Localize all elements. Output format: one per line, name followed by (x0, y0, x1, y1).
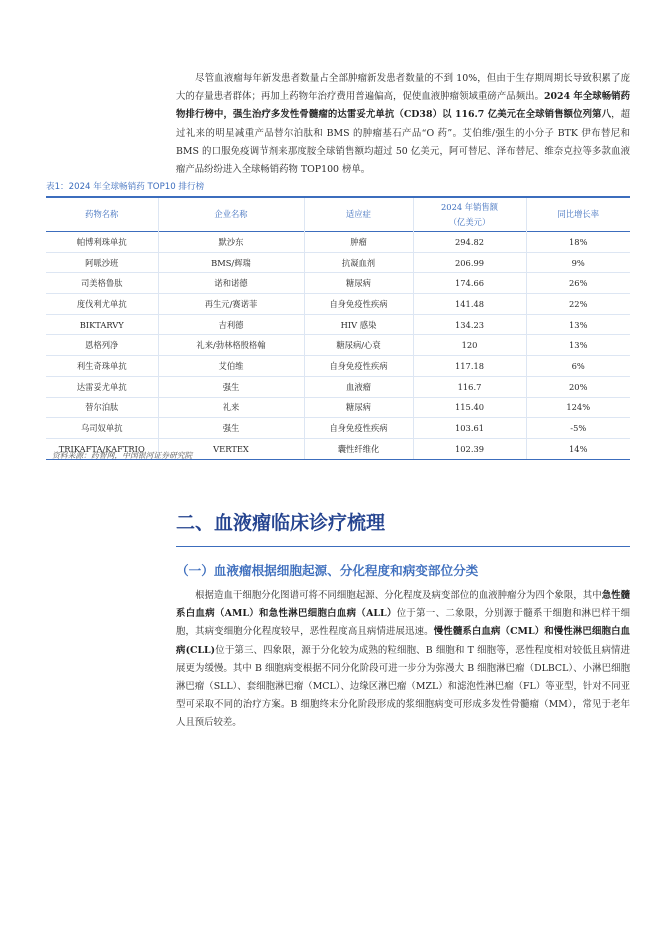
table-row (46, 232, 630, 253)
cell-growth: 13% (526, 314, 630, 335)
intro-highlight: 2024 年全球畅销药物排行榜中，强生治疗多发性骨髓瘤的达雷妥尤单抗（CD38）以 116.7 亿美元在全球销售额位列第八 (176, 91, 630, 121)
cell-sales: 206.99 (413, 252, 526, 273)
classification-paragraph (176, 587, 630, 733)
cell-company: 默沙东 (158, 232, 304, 253)
cell-company: BMS/辉瑞 (158, 252, 304, 273)
header-drug: 药物名称 (85, 209, 119, 219)
header-sales (413, 197, 526, 232)
cell-growth: 6% (526, 356, 630, 377)
table-row (46, 252, 630, 273)
cell-drug: 帕博利珠单抗 (46, 232, 158, 253)
cell-growth: 18% (526, 232, 630, 253)
intro-text-1: 尽管血液瘤每年新发患者数量占全部肿瘤新发患者数量的不到 10%，但由于生存期周期长导致积累了庞大的存量患者群体；再加上药物年治疗费用普遍偏高，促使血液肿瘤领域重磅产品频出。 (176, 73, 630, 103)
table-source: 资料来源：药智网，中国银河证券研究院 (52, 451, 193, 460)
cell-indication: 肿瘤 (304, 232, 413, 253)
cell-growth: 26% (526, 273, 630, 294)
table-row (46, 294, 630, 315)
cell-company: 强生 (158, 418, 304, 439)
header-indication: 适应症 (304, 197, 413, 232)
cell-drug: 替尔泊肽 (46, 397, 158, 418)
cell-growth: 13% (526, 335, 630, 356)
cell-drug: 司美格鲁肽 (46, 273, 158, 294)
intro-text-2: ，超过礼来的明星减重产品替尔泊肽和 BMS 的肿瘤基石产品“O 药”。艾伯维/强生的小分子 BTK 伊布替尼和 BMS 的口服免疫调节剂来那度胺全球销售额均超过 50 亿美元，阿可替尼、泽布替尼、维奈克拉等多款血液瘤产品纷纷进入全球畅销药物 TOP100 榜单。 (176, 109, 630, 176)
header-sales-line1: 2024 年销售额 (441, 201, 498, 212)
cell-indication: 糖尿病 (304, 273, 413, 294)
table-row (46, 376, 630, 397)
header-sales-line2: （亿美元） (448, 216, 491, 227)
table-row (46, 314, 630, 335)
cell-sales: 102.39 (413, 438, 526, 459)
cell-growth: 22% (526, 294, 630, 315)
cell-sales: 141.48 (413, 294, 526, 315)
cell-sales: 294.82 (413, 232, 526, 253)
table-row (46, 418, 630, 439)
cell-indication: 糖尿病 (304, 397, 413, 418)
body-text-3: 位于第三、四象限，源于分化较为成熟的粒细胞、B 细胞和 T 细胞等，恶性程度相对较低且病情进展更为缓慢。其中 B 细胞病变根据不同分化阶段可进一步分为弥漫大 B 细胞淋巴瘤（DLBCL）、小淋巴细胞淋巴瘤（SLL）、套细胞淋巴瘤（MCL）、边缘区淋巴瘤（MZL）和滤泡性淋巴瘤（FL）等亚型，针对不同亚型可采取不同的治疗方案。B 细胞终末分化阶段形成的浆细胞病变可形成多发性骨髓瘤（MM），常见于老年人且预后较差。 (176, 644, 630, 729)
cell-sales: 120 (413, 335, 526, 356)
cell-indication: 自身免疫性疾病 (304, 294, 413, 315)
table-row (46, 397, 630, 418)
cell-company: 吉利德 (158, 314, 304, 335)
cell-growth: -5% (526, 418, 630, 439)
top10-sales-table (46, 196, 630, 460)
cell-indication: 囊性纤维化 (304, 438, 413, 459)
intro-paragraph (176, 70, 630, 179)
cell-indication: HIV 感染 (304, 314, 413, 335)
cell-company: 强生 (158, 376, 304, 397)
cell-company: 礼来 (158, 397, 304, 418)
cell-growth: 20% (526, 376, 630, 397)
cell-drug: TRIKAFTA/KAFTRIO (46, 438, 158, 459)
cell-sales: 103.61 (413, 418, 526, 439)
body-text-2: 位于第一、二象限，分别源于髓系干细胞和淋巴样干细胞，其病变细胞分化程度较早，恶性程度高且病情进展迅速。 (176, 608, 630, 638)
body-text-1: 根据造血干细胞分化图谱可将不同细胞起源、分化程度及病变部位的血液肿瘤分为四个象限，其中 (195, 590, 602, 601)
cell-indication: 抗凝血剂 (304, 252, 413, 273)
cell-company: VERTEX (158, 438, 304, 459)
cell-growth: 9% (526, 252, 630, 273)
cell-company: 诺和诺德 (158, 273, 304, 294)
cell-drug: 阿哌沙班 (46, 252, 158, 273)
section-title: 二、血液瘤临床诊疗梳理 (176, 512, 386, 534)
cell-indication: 自身免疫性疾病 (304, 418, 413, 439)
body-highlight-acute: 急性髓系白血病（AML）和急性淋巴细胞白血病（ALL） (176, 590, 630, 620)
section-divider (176, 546, 630, 547)
cell-drug: 乌司奴单抗 (46, 418, 158, 439)
cell-company: 艾伯维 (158, 356, 304, 377)
cell-sales: 115.40 (413, 397, 526, 418)
table-row (46, 335, 630, 356)
header-company: 企业名称 (158, 197, 304, 232)
cell-indication: 自身免疫性疾病 (304, 356, 413, 377)
table-row (46, 356, 630, 377)
cell-sales: 174.66 (413, 273, 526, 294)
cell-drug: 达雷妥尤单抗 (46, 376, 158, 397)
cell-drug: 利生奇珠单抗 (46, 356, 158, 377)
cell-sales: 117.18 (413, 356, 526, 377)
cell-company: 礼来/勃林格殷格翰 (158, 335, 304, 356)
table-header-row (46, 197, 630, 232)
table-row (46, 273, 630, 294)
cell-company: 再生元/赛诺菲 (158, 294, 304, 315)
cell-sales: 134.23 (413, 314, 526, 335)
body-highlight-chronic: 慢性髓系白血病（CML）和慢性淋巴细胞白血病(CLL) (176, 626, 630, 656)
header-growth: 同比增长率 (526, 197, 630, 232)
cell-drug: 恩格列净 (46, 335, 158, 356)
cell-indication: 血液瘤 (304, 376, 413, 397)
cell-sales: 116.7 (413, 376, 526, 397)
table-caption: 表1：2024 年全球畅销药 TOP10 排行榜 (46, 182, 205, 192)
cell-drug: 度伐利尤单抗 (46, 294, 158, 315)
cell-drug: BIKTARVY (46, 314, 158, 335)
cell-growth: 124% (526, 397, 630, 418)
cell-growth: 14% (526, 438, 630, 459)
cell-indication: 糖尿病/心衰 (304, 335, 413, 356)
section-subtitle: （一）血液瘤根据细胞起源、分化程度和病变部位分类 (176, 563, 479, 578)
